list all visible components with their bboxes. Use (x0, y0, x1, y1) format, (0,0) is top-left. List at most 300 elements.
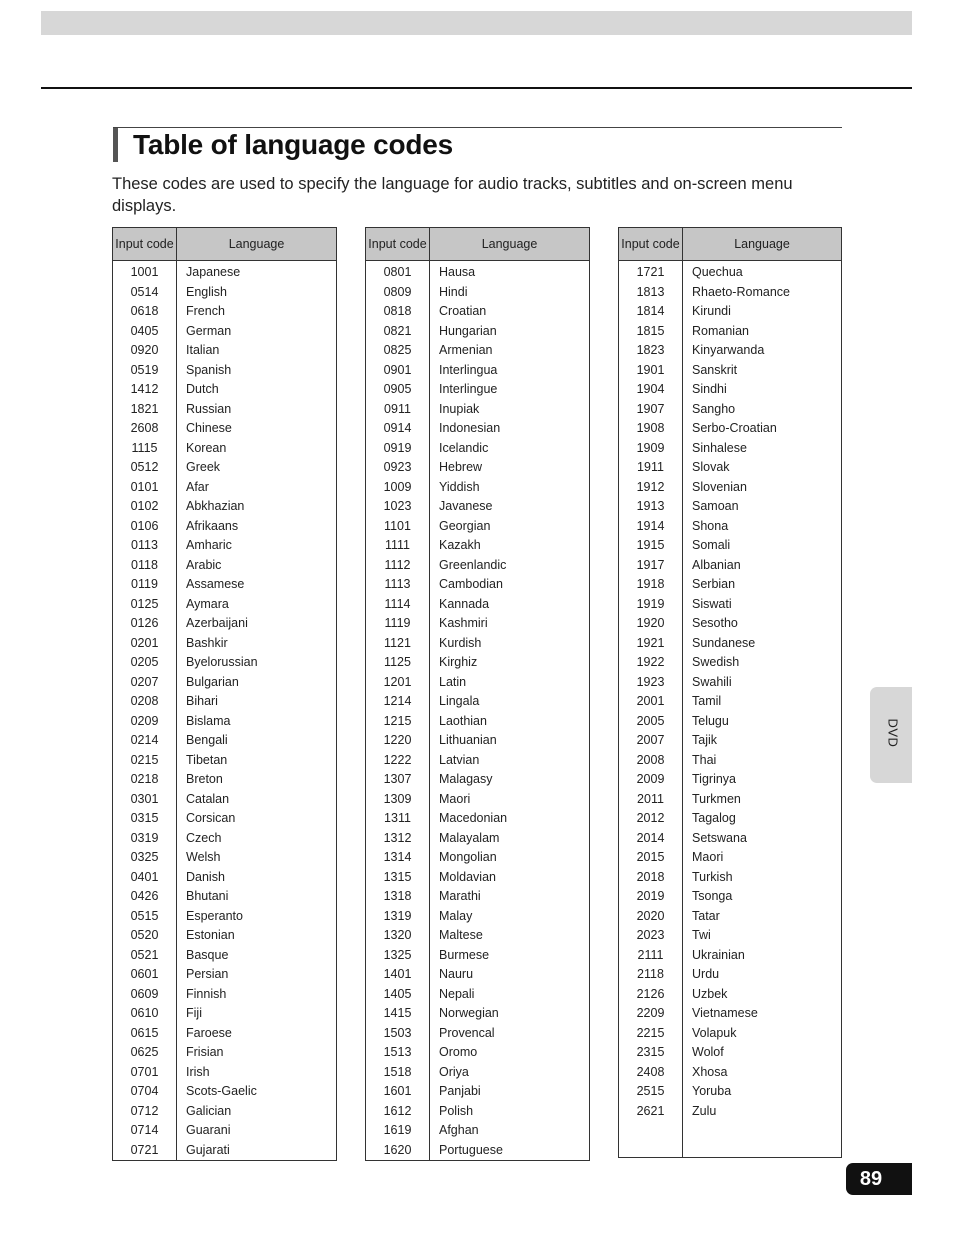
input-code-cell: 0214 (113, 731, 177, 751)
input-code-cell: 1415 (366, 1004, 430, 1024)
input-code-cell: 1115 (113, 439, 177, 459)
table-row (113, 575, 337, 595)
language-cell: Turkmen (692, 791, 741, 806)
language-header: Language (177, 228, 337, 261)
input-code-cell: 2001 (619, 692, 683, 712)
table-row (619, 400, 842, 420)
language-cell: Yiddish (439, 479, 480, 494)
input-code-cell: 1912 (619, 478, 683, 498)
table-row (113, 380, 337, 400)
language-cell: Interlingue (439, 382, 498, 396)
input-code-cell: 0515 (113, 907, 177, 927)
table-row (366, 926, 590, 946)
language-cell: Bislama (186, 713, 231, 728)
input-code-cell: 0521 (113, 946, 177, 966)
language-cell: Sinhalese (692, 440, 747, 455)
input-code-cell: 0901 (366, 361, 430, 381)
input-code-cell: 1318 (366, 887, 430, 907)
language-cell: Twi (692, 928, 711, 942)
input-code-cell: 1612 (366, 1102, 430, 1122)
input-code-cell: 1923 (619, 673, 683, 693)
language-cell: Irish (186, 1064, 210, 1079)
table-row (366, 439, 590, 459)
language-cell: Albanian (692, 557, 741, 572)
table-row (619, 556, 842, 576)
language-cell: Kazakh (439, 538, 481, 552)
input-code-cell: 1919 (619, 595, 683, 615)
input-code-cell: 1913 (619, 497, 683, 517)
table-row (366, 770, 590, 790)
input-code-cell: 0207 (113, 673, 177, 693)
input-code-cell: 1307 (366, 770, 430, 790)
table-row (113, 653, 337, 673)
language-cell: Javanese (439, 499, 493, 513)
input-code-cell: 2018 (619, 868, 683, 888)
input-code-cell: 1815 (619, 322, 683, 342)
table-row (619, 419, 842, 439)
language-cell: Catalan (186, 791, 230, 806)
language-cell: Serbo-Croatian (692, 421, 777, 435)
table-row (366, 400, 590, 420)
language-cell: Kurdish (439, 635, 482, 650)
language-cell: French (186, 304, 225, 318)
table-row (619, 595, 842, 615)
table-row (113, 985, 337, 1005)
table-row (366, 751, 590, 771)
input-code-cell: 2020 (619, 907, 683, 927)
input-code-cell: 1023 (366, 497, 430, 517)
input-code-cell: 0818 (366, 302, 430, 322)
input-code-cell: 2408 (619, 1063, 683, 1083)
language-cell: Greek (186, 460, 221, 474)
table-row (113, 751, 337, 771)
input-code-cell: 2012 (619, 809, 683, 829)
table-row (113, 1141, 337, 1161)
input-code-cell: 0520 (113, 926, 177, 946)
table-row (366, 985, 590, 1005)
language-cell: Hindi (439, 284, 468, 299)
language-cell: Bengali (186, 733, 228, 747)
input-code-cell: 1119 (366, 614, 430, 634)
input-code-cell: 0610 (113, 1004, 177, 1024)
language-cell: Frisian (186, 1045, 224, 1059)
table-row (366, 907, 590, 927)
language-cell: Oromo (439, 1045, 478, 1059)
input-code-cell: 0609 (113, 985, 177, 1005)
language-cell: Gujarati (186, 1142, 230, 1157)
language-cell: Finnish (186, 986, 227, 1001)
language-cell: Latin (439, 674, 467, 689)
table-row (113, 868, 337, 888)
language-cell: Korean (186, 440, 227, 455)
language-cell: Bulgarian (186, 674, 239, 689)
table-row (113, 419, 337, 439)
language-cell: Corsican (186, 811, 236, 825)
language-cell: Telugu (692, 713, 729, 728)
empty-cell (619, 1121, 683, 1139)
input-code-cell: 1121 (366, 634, 430, 654)
empty-cell (683, 1139, 842, 1158)
table-row (366, 809, 590, 829)
language-cell: Arabic (186, 557, 222, 572)
table-row (366, 614, 590, 634)
language-cell: Aymara (186, 596, 229, 611)
language-cell: English (186, 284, 227, 299)
table-row (619, 1024, 842, 1044)
table-row (366, 829, 590, 849)
input-code-cell: 1315 (366, 868, 430, 888)
table-row (113, 283, 337, 303)
input-code-cell: 1101 (366, 517, 430, 537)
language-cell: Somali (692, 538, 731, 552)
language-cell: Siswati (692, 596, 732, 611)
language-cell: Latvian (439, 752, 480, 767)
input-code-cell: 1319 (366, 907, 430, 927)
input-code-cell: 2111 (619, 946, 683, 966)
table-row (113, 731, 337, 751)
input-code-cell: 1920 (619, 614, 683, 634)
table-row (366, 1063, 590, 1083)
input-code-cell: 0923 (366, 458, 430, 478)
input-code-cell: 0125 (113, 595, 177, 615)
language-cell: Danish (186, 869, 225, 884)
language-cell: Abkhazian (186, 499, 245, 513)
table-row (619, 770, 842, 790)
table-row (619, 634, 842, 654)
table-row (366, 575, 590, 595)
language-cell: Guarani (186, 1123, 231, 1137)
input-code-cell: 1320 (366, 926, 430, 946)
input-code-cell: 0426 (113, 887, 177, 907)
input-code-cell: 0701 (113, 1063, 177, 1083)
table-row (366, 302, 590, 322)
table-row (113, 517, 337, 537)
language-cell: Welsh (186, 850, 221, 864)
language-cell: Maltese (439, 928, 483, 942)
table-row (366, 868, 590, 888)
table-row (113, 926, 337, 946)
table-row (619, 985, 842, 1005)
language-cell: Kashmiri (439, 616, 488, 630)
input-code-cell: 2126 (619, 985, 683, 1005)
table-row (113, 536, 337, 556)
table-row (619, 302, 842, 322)
language-cell: Afghan (439, 1123, 479, 1137)
table-row (366, 261, 590, 283)
table-row (619, 575, 842, 595)
table-row (113, 829, 337, 849)
table-row (113, 556, 337, 576)
language-cell: Byelorussian (186, 655, 258, 669)
table-row (113, 1063, 337, 1083)
language-cell: Russian (186, 401, 232, 416)
language-cell: Laothian (439, 713, 487, 728)
language-cell: Esperanto (186, 908, 243, 923)
table-row (619, 1082, 842, 1102)
table-row (366, 731, 590, 751)
title-accent-bar (113, 128, 118, 162)
table-row (619, 497, 842, 517)
empty-row (619, 1121, 842, 1139)
language-cell: Indonesian (439, 421, 501, 435)
input-code-cell: 0514 (113, 283, 177, 303)
language-cell: Czech (186, 830, 222, 845)
table-row (366, 283, 590, 303)
table-header-row (113, 228, 337, 261)
language-cell: Turkish (692, 869, 733, 884)
input-code-cell: 0825 (366, 341, 430, 361)
input-code-cell: 0201 (113, 634, 177, 654)
table-row (619, 1004, 842, 1024)
input-code-header: Input code (366, 228, 430, 261)
input-code-cell: 0801 (366, 261, 430, 283)
table-row (113, 1043, 337, 1063)
input-code-cell: 1915 (619, 536, 683, 556)
language-cell: Marathi (439, 889, 481, 903)
language-cell: Estonian (186, 928, 235, 942)
language-cell: Interlingua (439, 362, 498, 377)
language-cell: Armenian (439, 343, 493, 357)
table-row (366, 1082, 590, 1102)
table-row (113, 458, 337, 478)
table-row (619, 653, 842, 673)
table-row (366, 361, 590, 381)
table-row (366, 1102, 590, 1122)
language-cell: Tatar (692, 908, 720, 923)
table-row (619, 673, 842, 693)
language-cell: Kirundi (692, 304, 731, 318)
input-code-cell: 0106 (113, 517, 177, 537)
input-code-cell: 1405 (366, 985, 430, 1005)
language-cell: Ukrainian (692, 947, 745, 962)
language-cell: Tigrinya (692, 772, 736, 786)
input-code-cell: 0209 (113, 712, 177, 732)
language-cell: Icelandic (439, 440, 489, 455)
language-cell: Croatian (439, 304, 487, 318)
language-cell: Setswana (692, 830, 747, 845)
table-row (619, 692, 842, 712)
language-cell: Slovenian (692, 479, 747, 494)
language-cell: Persian (186, 967, 229, 981)
table-row (619, 1043, 842, 1063)
table-row (366, 965, 590, 985)
table-row (366, 322, 590, 342)
table-row (113, 965, 337, 985)
language-cell: Galician (186, 1103, 232, 1118)
table-row (366, 341, 590, 361)
input-code-cell: 1814 (619, 302, 683, 322)
language-cell: Yoruba (692, 1084, 732, 1098)
input-code-cell: 1325 (366, 946, 430, 966)
table-row (366, 848, 590, 868)
table-row (619, 868, 842, 888)
table-row (619, 907, 842, 927)
language-cell: Hungarian (439, 323, 497, 338)
input-code-cell: 2019 (619, 887, 683, 907)
table-row (619, 887, 842, 907)
empty-cell (619, 1139, 683, 1158)
language-header: Language (430, 228, 590, 261)
language-cell: Bhutani (186, 889, 229, 903)
input-code-cell: 1125 (366, 653, 430, 673)
language-cell: Swahili (692, 674, 732, 689)
language-cell: Nepali (439, 986, 475, 1001)
language-cell: Scots-Gaelic (186, 1084, 257, 1098)
table-row (113, 634, 337, 654)
table-row (366, 497, 590, 517)
language-cell: Serbian (692, 577, 736, 591)
table-row (619, 712, 842, 732)
input-code-cell: 0102 (113, 497, 177, 517)
input-code-cell: 0218 (113, 770, 177, 790)
language-cell: Hebrew (439, 460, 483, 474)
language-cell: Chinese (186, 421, 232, 435)
input-code-cell: 1513 (366, 1043, 430, 1063)
table-row (366, 380, 590, 400)
input-code-cell: 1401 (366, 965, 430, 985)
table-row (113, 770, 337, 790)
input-code-cell: 0325 (113, 848, 177, 868)
language-cell: Azerbaijani (186, 616, 248, 630)
language-cell: Portuguese (439, 1142, 503, 1157)
input-code-cell: 2118 (619, 965, 683, 985)
table-row (619, 965, 842, 985)
table-row (113, 341, 337, 361)
input-code-cell: 0919 (366, 439, 430, 459)
input-code-cell: 0615 (113, 1024, 177, 1044)
table-row (366, 712, 590, 732)
intro-paragraph: These codes are used to specify the language for audio tracks, subtitles and on-screen menu displays. (112, 175, 793, 215)
input-code-cell: 0721 (113, 1141, 177, 1161)
input-code-cell: 1619 (366, 1121, 430, 1141)
input-code-cell: 0401 (113, 868, 177, 888)
language-cell: Zulu (692, 1103, 717, 1118)
input-code-cell: 0126 (113, 614, 177, 634)
table-row (366, 1024, 590, 1044)
table-row (366, 478, 590, 498)
empty-cell (683, 1121, 842, 1139)
table-row (113, 907, 337, 927)
input-code-cell: 0601 (113, 965, 177, 985)
input-code-cell: 1412 (113, 380, 177, 400)
input-code-cell: 1813 (619, 283, 683, 303)
language-cell: Assamese (186, 577, 245, 591)
table-row (366, 634, 590, 654)
language-cell: Shona (692, 518, 729, 533)
language-cell: Lithuanian (439, 733, 497, 747)
input-code-cell: 0625 (113, 1043, 177, 1063)
language-cell: Xhosa (692, 1064, 728, 1079)
input-code-cell: 1113 (366, 575, 430, 595)
header-rule (41, 87, 912, 89)
input-code-cell: 2515 (619, 1082, 683, 1102)
language-cell: Maori (439, 791, 471, 806)
table-row (619, 322, 842, 342)
input-code-cell: 1214 (366, 692, 430, 712)
table-row (366, 595, 590, 615)
input-code-cell: 1309 (366, 790, 430, 810)
table-row (366, 556, 590, 576)
table-row (619, 1102, 842, 1122)
language-cell: Tagalog (692, 811, 736, 825)
input-code-cell: 0215 (113, 751, 177, 771)
table-row (366, 1004, 590, 1024)
table-header-row (619, 228, 842, 261)
table-row (619, 1063, 842, 1083)
input-code-header: Input code (619, 228, 683, 261)
language-cell: Romanian (692, 323, 749, 338)
language-cell: Moldavian (439, 869, 496, 884)
table-row (619, 478, 842, 498)
language-cell: Sesotho (692, 616, 738, 630)
input-code-cell: 0914 (366, 419, 430, 439)
input-code-cell: 1601 (366, 1082, 430, 1102)
input-code-cell: 0118 (113, 556, 177, 576)
language-cell: Basque (186, 947, 229, 962)
input-code-cell: 1503 (366, 1024, 430, 1044)
language-cell: Tsonga (692, 889, 733, 903)
language-cell: Urdu (692, 967, 720, 981)
input-code-cell: 1922 (619, 653, 683, 673)
table-row (619, 341, 842, 361)
input-code-cell: 1215 (366, 712, 430, 732)
input-code-cell: 1201 (366, 673, 430, 693)
language-cell: Mongolian (439, 850, 497, 864)
input-code-cell: 0618 (113, 302, 177, 322)
input-code-cell: 0113 (113, 536, 177, 556)
input-code-cell: 0920 (113, 341, 177, 361)
input-code-cell: 1823 (619, 341, 683, 361)
section-tab-label: DVD (885, 718, 901, 748)
input-code-cell: 0905 (366, 380, 430, 400)
language-cell: Lingala (439, 694, 480, 708)
language-cell: Dutch (186, 382, 219, 396)
table-row (113, 400, 337, 420)
table-row (113, 322, 337, 342)
input-code-cell: 1901 (619, 361, 683, 381)
input-code-cell: 2209 (619, 1004, 683, 1024)
input-code-cell: 1911 (619, 458, 683, 478)
language-cell: Oriya (439, 1064, 469, 1079)
language-cell: Cambodian (439, 577, 503, 591)
language-cell: Afar (186, 479, 209, 494)
table-row (366, 1141, 590, 1161)
input-code-cell: 0712 (113, 1102, 177, 1122)
language-cell: Spanish (186, 362, 232, 377)
empty-row (619, 1139, 842, 1158)
language-code-table-2 (365, 227, 590, 1161)
input-code-cell: 1220 (366, 731, 430, 751)
language-cell: Thai (692, 752, 717, 767)
table-row (113, 361, 337, 381)
language-cell: Faroese (186, 1025, 232, 1040)
table-header-row (366, 228, 590, 261)
language-cell: Vietnamese (692, 1006, 758, 1020)
table-row (113, 1082, 337, 1102)
language-cell: Swedish (692, 655, 740, 669)
language-cell: Tajik (692, 733, 718, 747)
language-cell: Nauru (439, 967, 474, 981)
language-cell: Volapuk (692, 1025, 737, 1040)
input-code-cell: 0405 (113, 322, 177, 342)
language-cell: Sangho (692, 401, 736, 416)
table-row (366, 1043, 590, 1063)
table-row (619, 809, 842, 829)
input-code-cell: 1620 (366, 1141, 430, 1161)
language-cell: Slovak (692, 460, 730, 474)
language-cell: Wolof (692, 1045, 724, 1059)
table-row (113, 497, 337, 517)
